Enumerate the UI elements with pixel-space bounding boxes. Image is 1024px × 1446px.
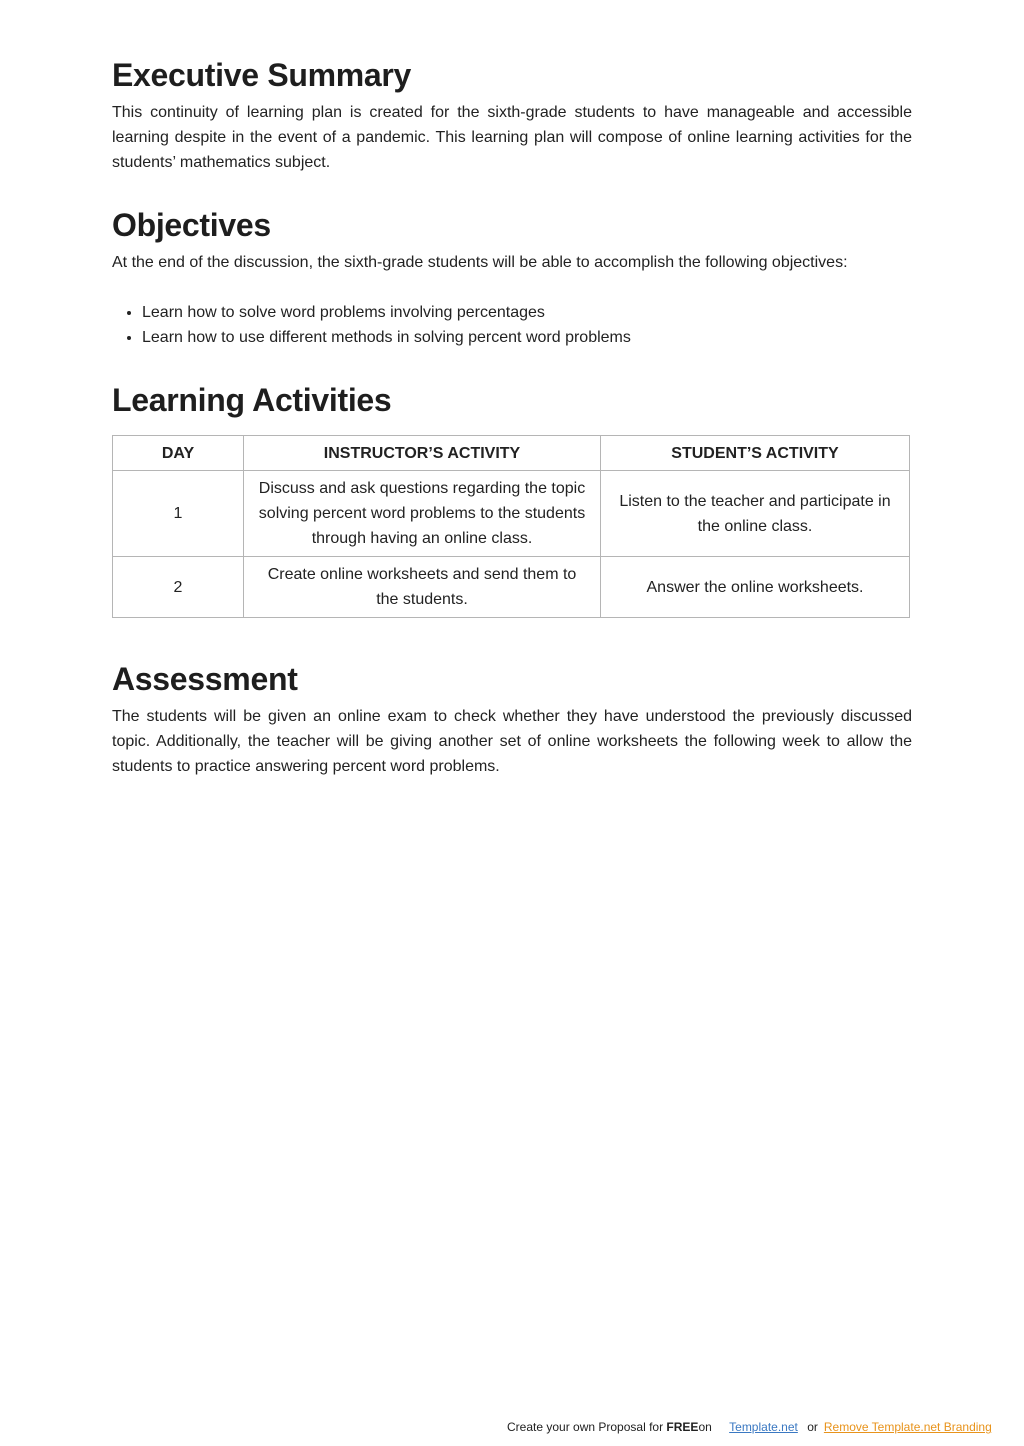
executive-summary-body: This continuity of learning plan is created for the sixth-grade students to have manageable and accessible learning despite in the event of a pandemic. This learning plan will compose of online learning activities for the students’ mathematics subject. xyxy=(112,104,912,171)
footer-branding xyxy=(507,1419,992,1435)
cell-day: 1 xyxy=(113,471,244,557)
assessment-body: The students will be given an online exam to check whether they have understood the previously discussed topic. Additionally, the teacher will be giving another set of online worksheets the following week to allow the students to practice answering percent word problems. xyxy=(112,708,912,775)
objectives-list xyxy=(112,300,912,350)
list-item: • Learn how to use different methods in solving percent word problems xyxy=(142,325,912,350)
cell-student-activity: Listen to the teacher and participate in the online class. xyxy=(601,471,910,557)
learning-activities-heading: Learning Activities xyxy=(112,382,392,418)
table-header-row xyxy=(113,436,910,471)
list-item: • Learn how to solve word problems involving percentages xyxy=(142,300,912,325)
cell-instructor-activity: Discuss and ask questions regarding the topic solving percent word problems to the students through having an online class. xyxy=(244,471,601,557)
footer-free: FREE xyxy=(666,1420,699,1434)
remove-branding-link[interactable]: Remove Template.net Branding xyxy=(823,1420,992,1434)
cell-day: 2 xyxy=(113,557,244,618)
footer-prefix: Create your own Proposal for xyxy=(507,1420,664,1434)
cell-instructor-activity: Create online worksheets and send them to the students. xyxy=(244,557,601,618)
table-row xyxy=(113,557,910,618)
template-net-link[interactable]: Template.net xyxy=(729,1420,798,1434)
footer-on: on xyxy=(698,1420,712,1434)
footer-or: or xyxy=(807,1420,818,1434)
executive-summary-heading: Executive Summary xyxy=(112,57,412,93)
cell-student-activity: Answer the online worksheets. xyxy=(601,557,910,618)
header-day: DAY xyxy=(113,436,244,471)
table-row xyxy=(113,471,910,557)
learning-activities-table xyxy=(112,435,910,618)
header-student-activity: STUDENT’S ACTIVITY xyxy=(601,436,910,471)
objectives-intro: At the end of the discussion, the sixth-grade students will be able to accomplish the following objectives: xyxy=(112,254,848,271)
objectives-heading: Objectives xyxy=(112,207,271,243)
assessment-heading: Assessment xyxy=(112,661,298,697)
header-instructor-activity: INSTRUCTOR’S ACTIVITY xyxy=(244,436,601,471)
